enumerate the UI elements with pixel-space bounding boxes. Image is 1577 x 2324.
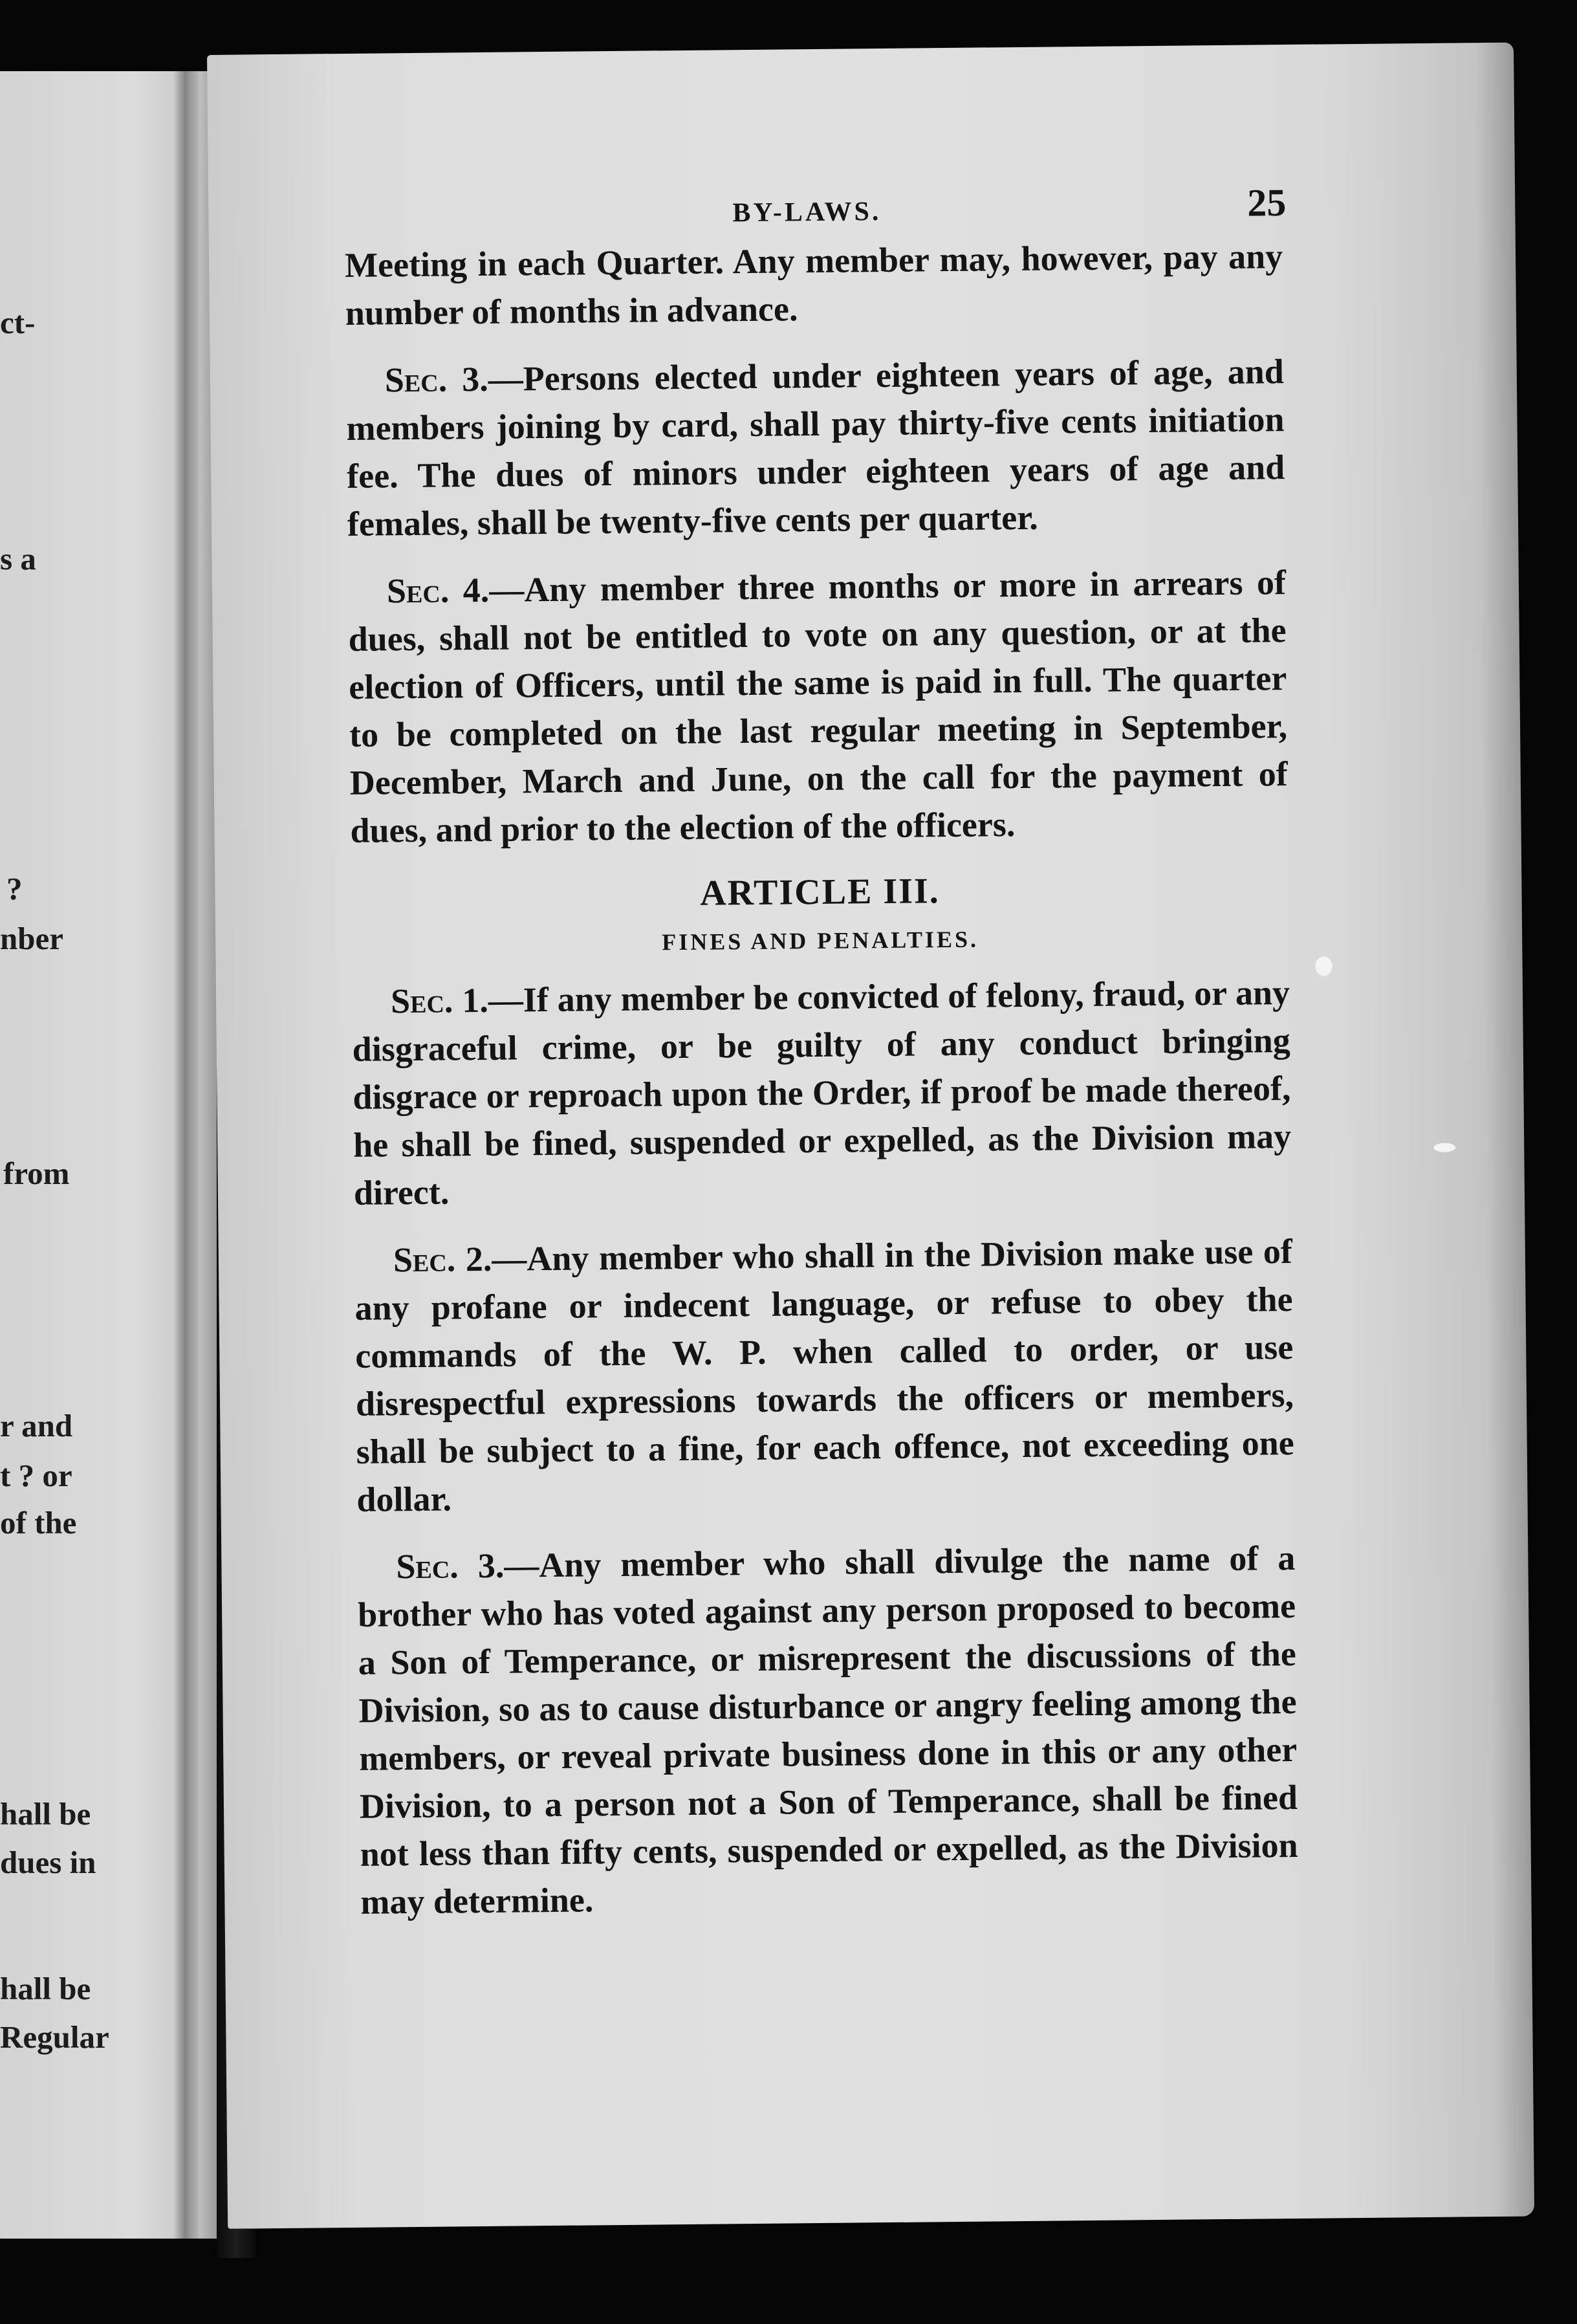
section-paragraph	[348, 558, 1289, 855]
section-paragraph	[354, 1227, 1295, 1524]
left-page-text-fragment: hall be	[0, 1796, 91, 1832]
section-text: —Persons elected under eighteen years of age, and members joining by card, shall pay thirty-five cents initiation fee. The dues of minors under eighteen years of age and females, shall be twenty-five cents per quarter.	[346, 352, 1285, 543]
section-paragraph	[345, 347, 1285, 548]
page-body	[344, 181, 1299, 1946]
section-label: Sec. 4.	[386, 570, 490, 611]
left-page-text-fragment: ?	[6, 871, 23, 906]
article-heading: ARTICLE III.	[699, 871, 941, 914]
left-page-text-fragment: from	[3, 1156, 70, 1191]
right-page	[207, 43, 1534, 2229]
section-text: —Any member who shall divulge the name of a brother who has voted against any person proposed to become a Son of Temperance, or misrepresent the discussions of the Division, so as to cause disturbance or angry feeling among the members, or reveal private business done in this or any other Division, to a person not a Son of Temperance, shall be fined not less than fifty cents, suspended or expelled, as the Division may determine.	[357, 1538, 1298, 1922]
left-page-text-fragment: s a	[0, 541, 36, 576]
article-subheading: FINES AND PENALTIES.	[662, 926, 979, 956]
left-page-fragment	[0, 71, 223, 2239]
running-head	[344, 181, 1287, 241]
section-label: Sec. 2.	[393, 1239, 492, 1280]
paper-speck	[1315, 956, 1332, 976]
section-text: —If any member be convicted of felony, fraud, or any disgraceful crime, or be guilty of any conduct bringing disgrace or reproach upon the Order, if proof be made thereof, he shall be fined, suspended or expelled, as the Division may direct.	[352, 972, 1292, 1212]
continuation-paragraph: Meeting in each Quarter. Any member may, however, pay any number of months in advance.	[344, 237, 1283, 333]
section-label: Sec. 3.	[396, 1546, 505, 1586]
left-page-text-fragment: dues in	[0, 1845, 96, 1880]
section-label: Sec. 1.	[390, 980, 489, 1021]
section-label: Sec. 3.	[384, 359, 489, 400]
section-text: —Any member who shall in the Division make use of any profane or indecent language, or refuse to obey the commands of the W. P. when called to order, or use disrespectful expressions towards the officers or members, shall be subject to a fine, for each offence, not exceeding one dollar.	[354, 1231, 1294, 1519]
left-page-text-fragment: of the	[0, 1505, 77, 1540]
left-page-text-fragment: Regular	[0, 2019, 109, 2055]
paper-speck	[1433, 1143, 1455, 1152]
section-text: —Any member three months or more in arrears of dues, shall not be entitled to vote on any question, or at the election of Officers, until the same is paid in full. The quarter to be completed on the last regular meeting in September, December, March and June, on the call for the payment of dues, and prior to the election of the officers.	[348, 563, 1289, 850]
left-page-text-fragment: r and	[0, 1408, 73, 1443]
running-head-title: BY-LAWS.	[732, 197, 882, 228]
left-page-text-fragment: hall be	[0, 1971, 91, 2006]
section-paragraph	[357, 1534, 1299, 1926]
left-page-text-fragment: ct-	[0, 305, 36, 340]
page-number: 25	[1246, 181, 1287, 225]
left-page-edge-shadow	[173, 71, 199, 2239]
left-page-text-fragment: t ? or	[0, 1458, 72, 1493]
left-page-text-fragment: nber	[0, 921, 63, 956]
section-paragraph	[352, 969, 1292, 1217]
